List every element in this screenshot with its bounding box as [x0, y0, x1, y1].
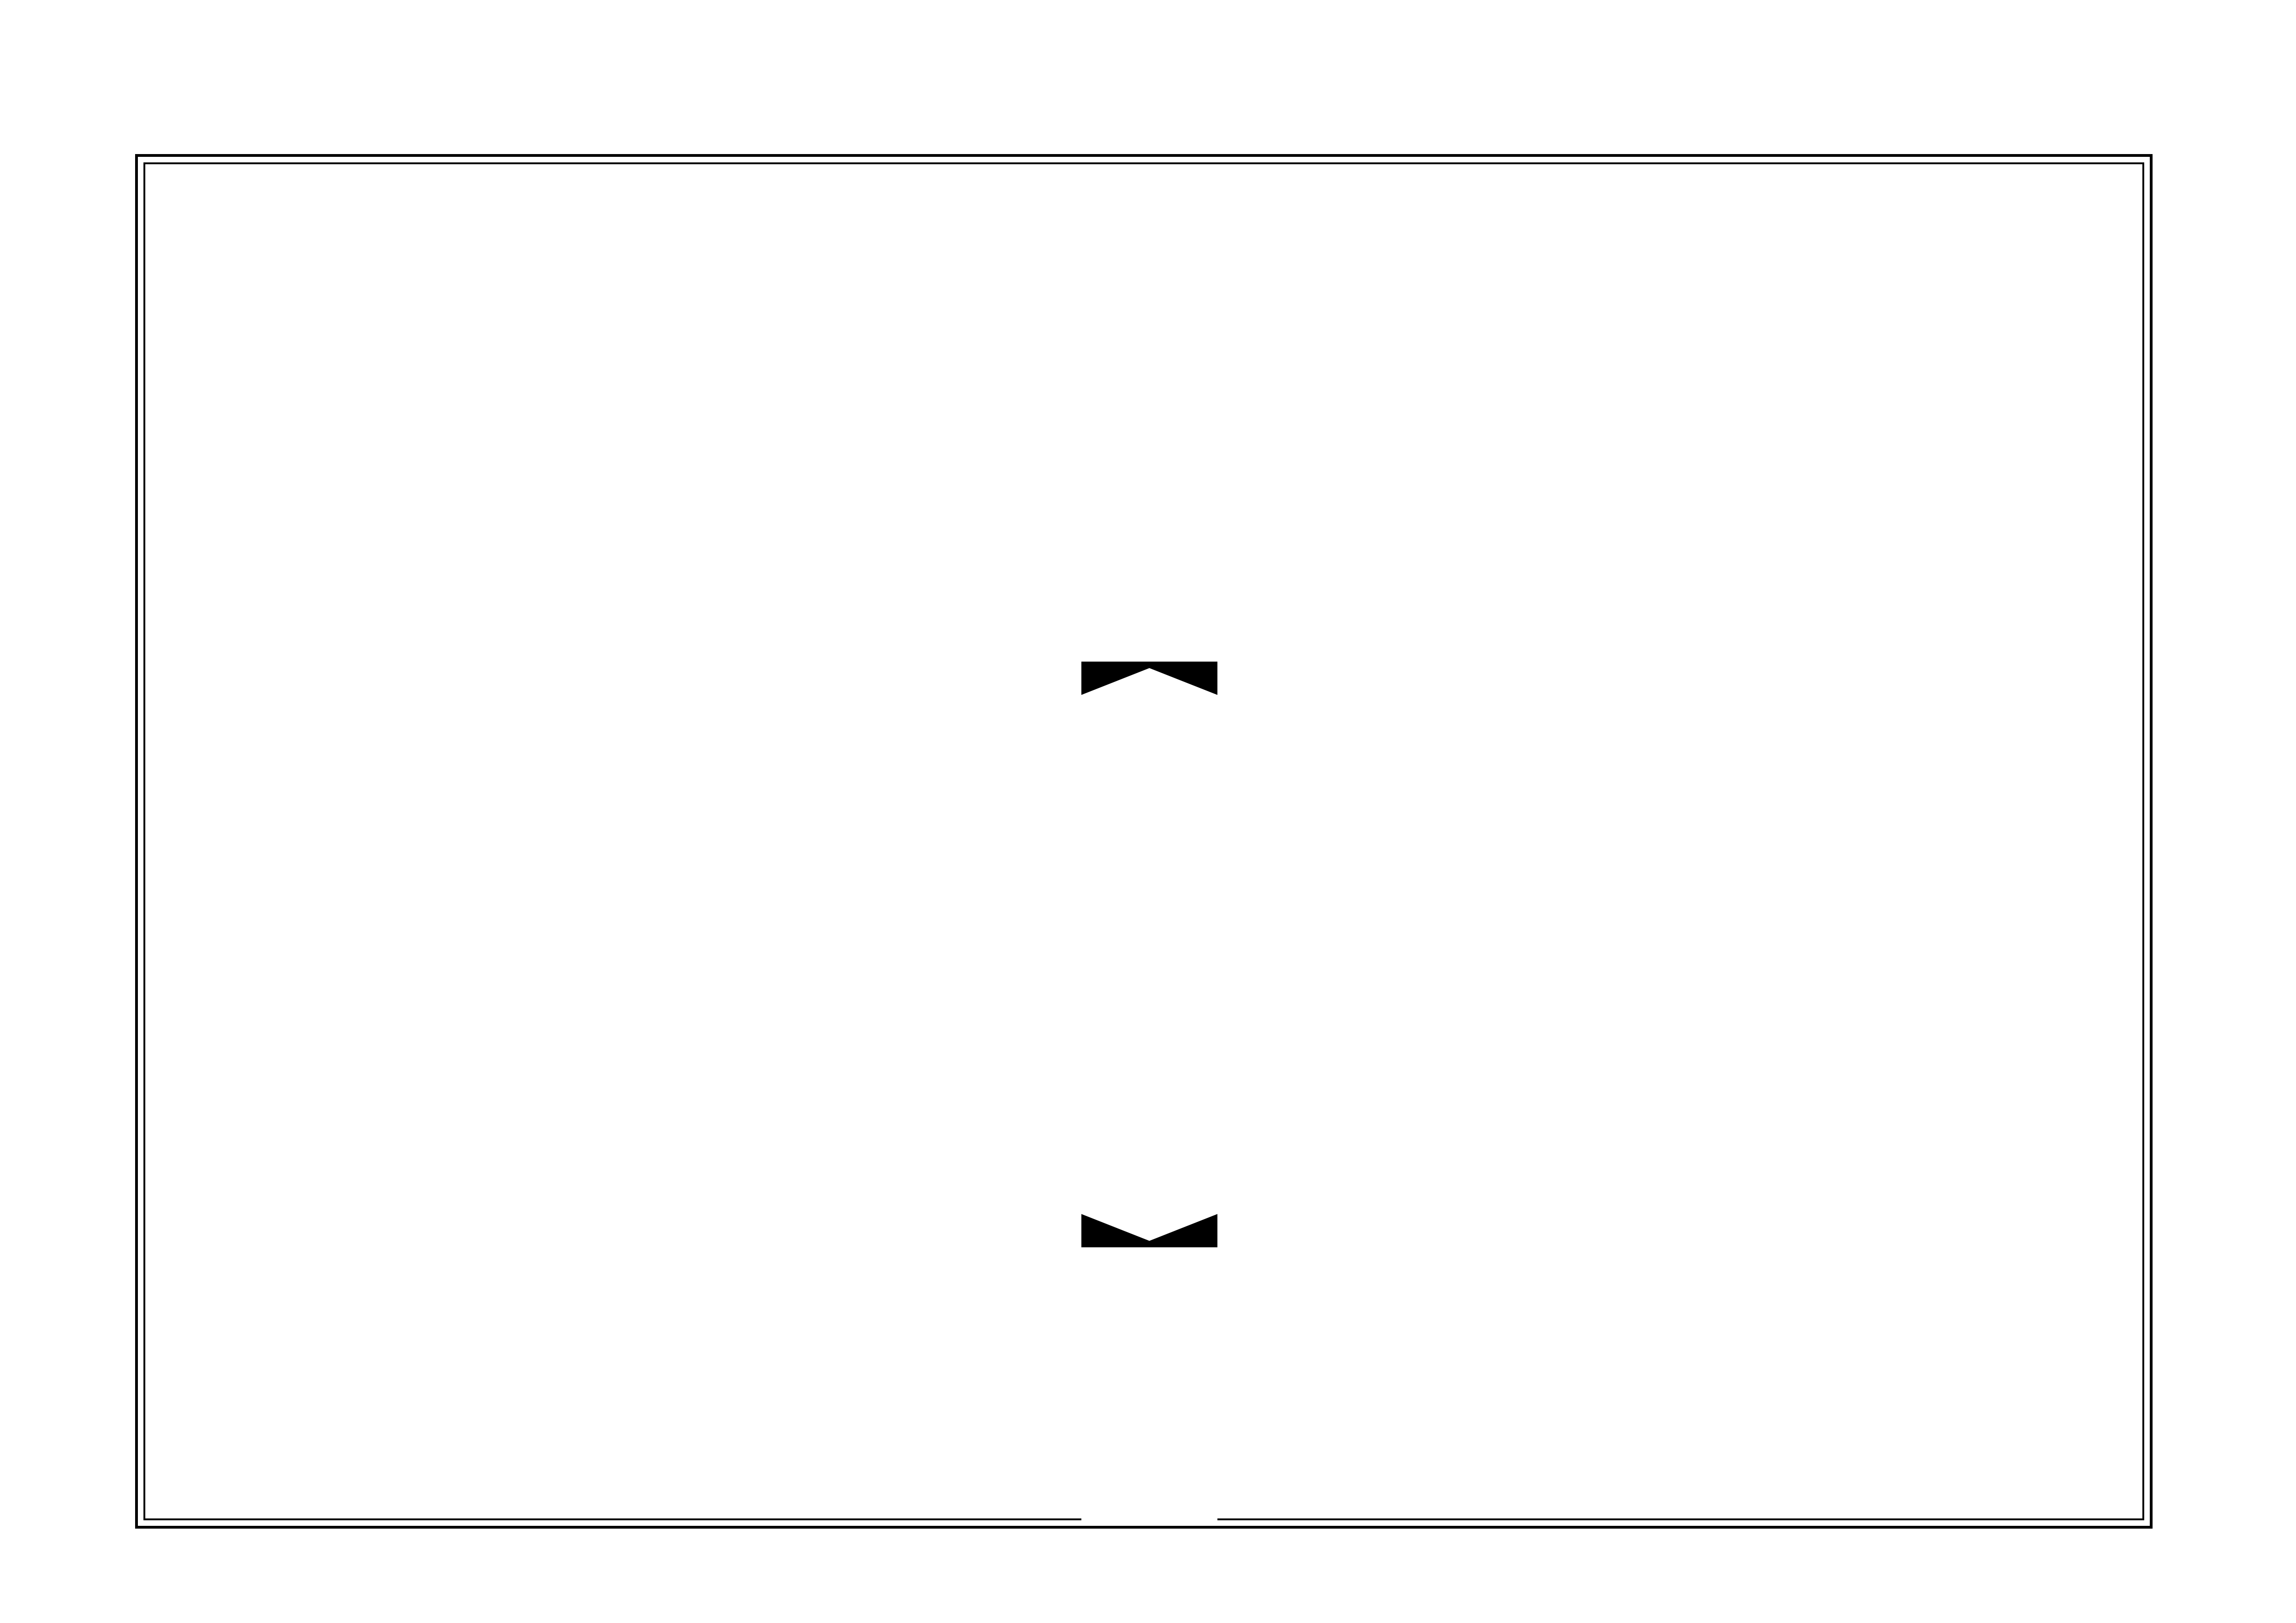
fishtail-top: [1081, 662, 1217, 695]
hall-panel: [1081, 1247, 1217, 1520]
title-panel: [1081, 164, 1217, 662]
fishtail-bottom: [1081, 1214, 1217, 1247]
